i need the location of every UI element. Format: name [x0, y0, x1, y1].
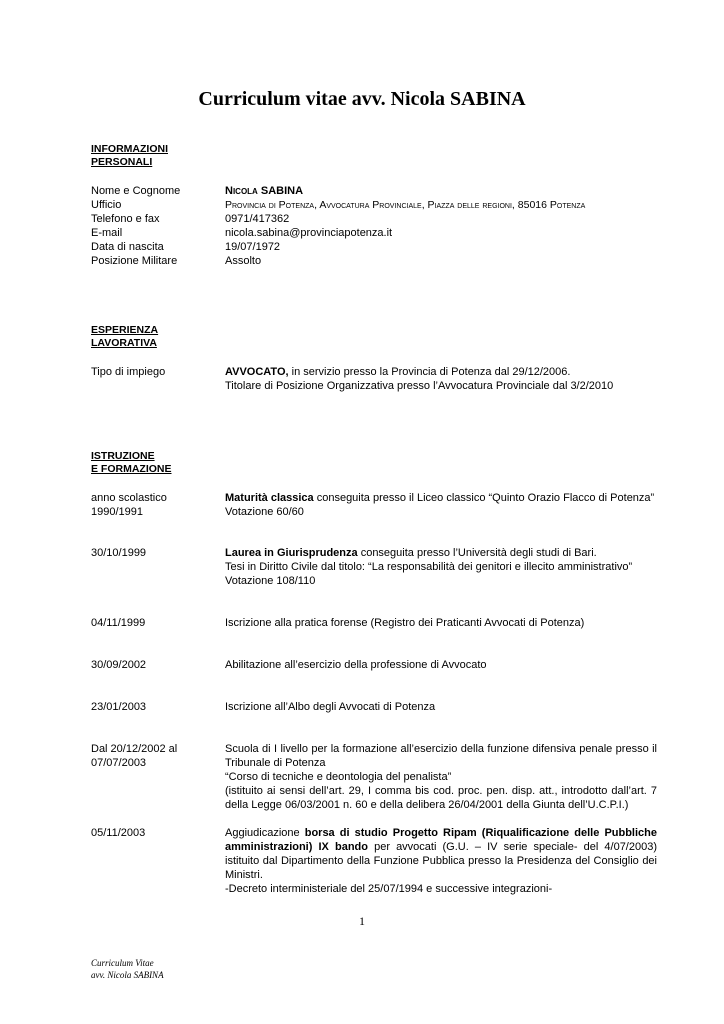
section-heading-personal-info: [91, 143, 211, 169]
entry-decree: -Decreto interministeriale del 25/07/1994 e successive integrazioni-: [225, 883, 553, 895]
footer-line: Curriculum Vitae: [91, 958, 154, 968]
entry-title: Laurea in Giurisprudenza: [225, 547, 358, 559]
military-label: Posizione Militare: [91, 255, 178, 267]
job-position: Titolare di Posizione Organizzativa presso l’Avvocatura Provinciale dal 3/2/2010: [225, 380, 614, 392]
entry-date: [91, 742, 221, 770]
page-footer: [91, 957, 164, 981]
office-value: Provincia di Potenza, Avvocatura Provinciale, Piazza delle regioni, 85016 Potenza: [225, 199, 586, 211]
entry-text: Iscrizione alla pratica forense (Registro dei Praticanti Avvocati di Potenza): [225, 617, 585, 629]
job-detail: in servizio presso la Provincia di Potenza dal 29/12/2006.: [288, 366, 571, 378]
entry-date: 30/09/2002: [91, 659, 147, 671]
footer-line: avv. Nicola SABINA: [91, 970, 164, 980]
email-label: E-mail: [91, 227, 123, 239]
entry-text: conseguita presso l’Università degli studi di Bari.: [357, 547, 597, 559]
phone-value: 0971/417362: [225, 213, 290, 225]
entry-text: per avvocati (G.U. – IV serie speciale- del 4/07/2003) istituito dal Dipartimento della Funzione Pubblica presso la Presidenza del Consiglio dei Ministri.: [225, 841, 658, 881]
entry-text: Iscrizione all’Albo degli Avvocati di Potenza: [225, 701, 436, 713]
military-value: Assolto: [225, 255, 262, 267]
email-value: nicola.sabina@provinciapotenza.it: [225, 227, 393, 239]
section-heading-line: ESPERIENZA: [91, 324, 159, 336]
entry-description: [225, 546, 657, 588]
entry-thesis: Tesi in Diritto Civile dal titolo: “La responsabilità dei genitori e illecito amministrativo”: [225, 561, 633, 573]
section-heading-line: PERSONALI: [91, 156, 153, 168]
document-title: Curriculum vitae avv. Nicola SABINA: [198, 88, 526, 110]
entry-date: 05/11/2003: [91, 827, 146, 839]
birth-value: 19/07/1972: [225, 241, 281, 253]
section-heading-line: ISTRUZIONE: [91, 450, 155, 462]
entry-grade: Votazione 108/110: [225, 575, 316, 587]
entry-course-title: “Corso di tecniche e deontologia del penalista”: [225, 771, 452, 783]
section-heading-line: INFORMAZIONI: [91, 143, 168, 155]
entry-date-line: 07/07/2003: [91, 757, 147, 769]
entry-date-line: Dal 20/12/2002 al: [91, 743, 178, 755]
entry-date: anno scolastico 1990/1991: [91, 492, 167, 518]
entry-date: 30/10/1999: [91, 547, 147, 559]
entry-note: (istituito ai sensi dell’art. 29, I comma bis cod. proc. pen. disp. att., introdotto dall’art. 7 della Legge 06/03/2001 n. 60 e della delibera 26/04/2001 della Giunta dell’U.C.P.I.): [225, 785, 657, 811]
entry-grade: Votazione 60/60: [225, 506, 304, 518]
entry-text: Aggiudicazione: [225, 827, 305, 839]
employment-type-value: [225, 365, 657, 393]
name-value: Nicola SABINA: [225, 185, 304, 197]
entry-text: Scuola di I livello per la formazione all’esercizio della funzione difensiva penale presso il Tribunale di Potenza: [225, 743, 657, 769]
section-heading-line: LAVORATIVA: [91, 337, 157, 349]
entry-title: Maturità classica: [225, 492, 314, 504]
entry-date: 04/11/1999: [91, 617, 146, 629]
entry-text: Abilitazione all’esercizio della professione di Avvocato: [225, 659, 487, 671]
office-label: Ufficio: [91, 199, 122, 211]
page-number: 1: [359, 914, 365, 928]
entry-text: conseguita presso il Liceo classico “Quinto Orazio Flacco di Potenza”: [313, 492, 655, 504]
entry-title: borsa di studio Progetto Ripam (Riqualificazione delle Pubbliche amministrazioni) IX bando: [225, 827, 658, 853]
entry-description: [225, 742, 657, 812]
job-title: AVVOCATO,: [225, 366, 289, 378]
section-heading-line: E FORMAZIONE: [91, 463, 172, 475]
employment-type-label: Tipo di impiego: [91, 366, 166, 378]
section-heading-education: [91, 450, 211, 476]
name-label: Nome e Cognome: [91, 185, 181, 197]
entry-description: [225, 491, 657, 519]
phone-label: Telefono e fax: [91, 213, 160, 225]
section-heading-work-experience: [91, 324, 211, 350]
birth-label: Data di nascita: [91, 241, 164, 253]
entry-description: [225, 826, 657, 896]
entry-date: 23/01/2003: [91, 701, 147, 713]
